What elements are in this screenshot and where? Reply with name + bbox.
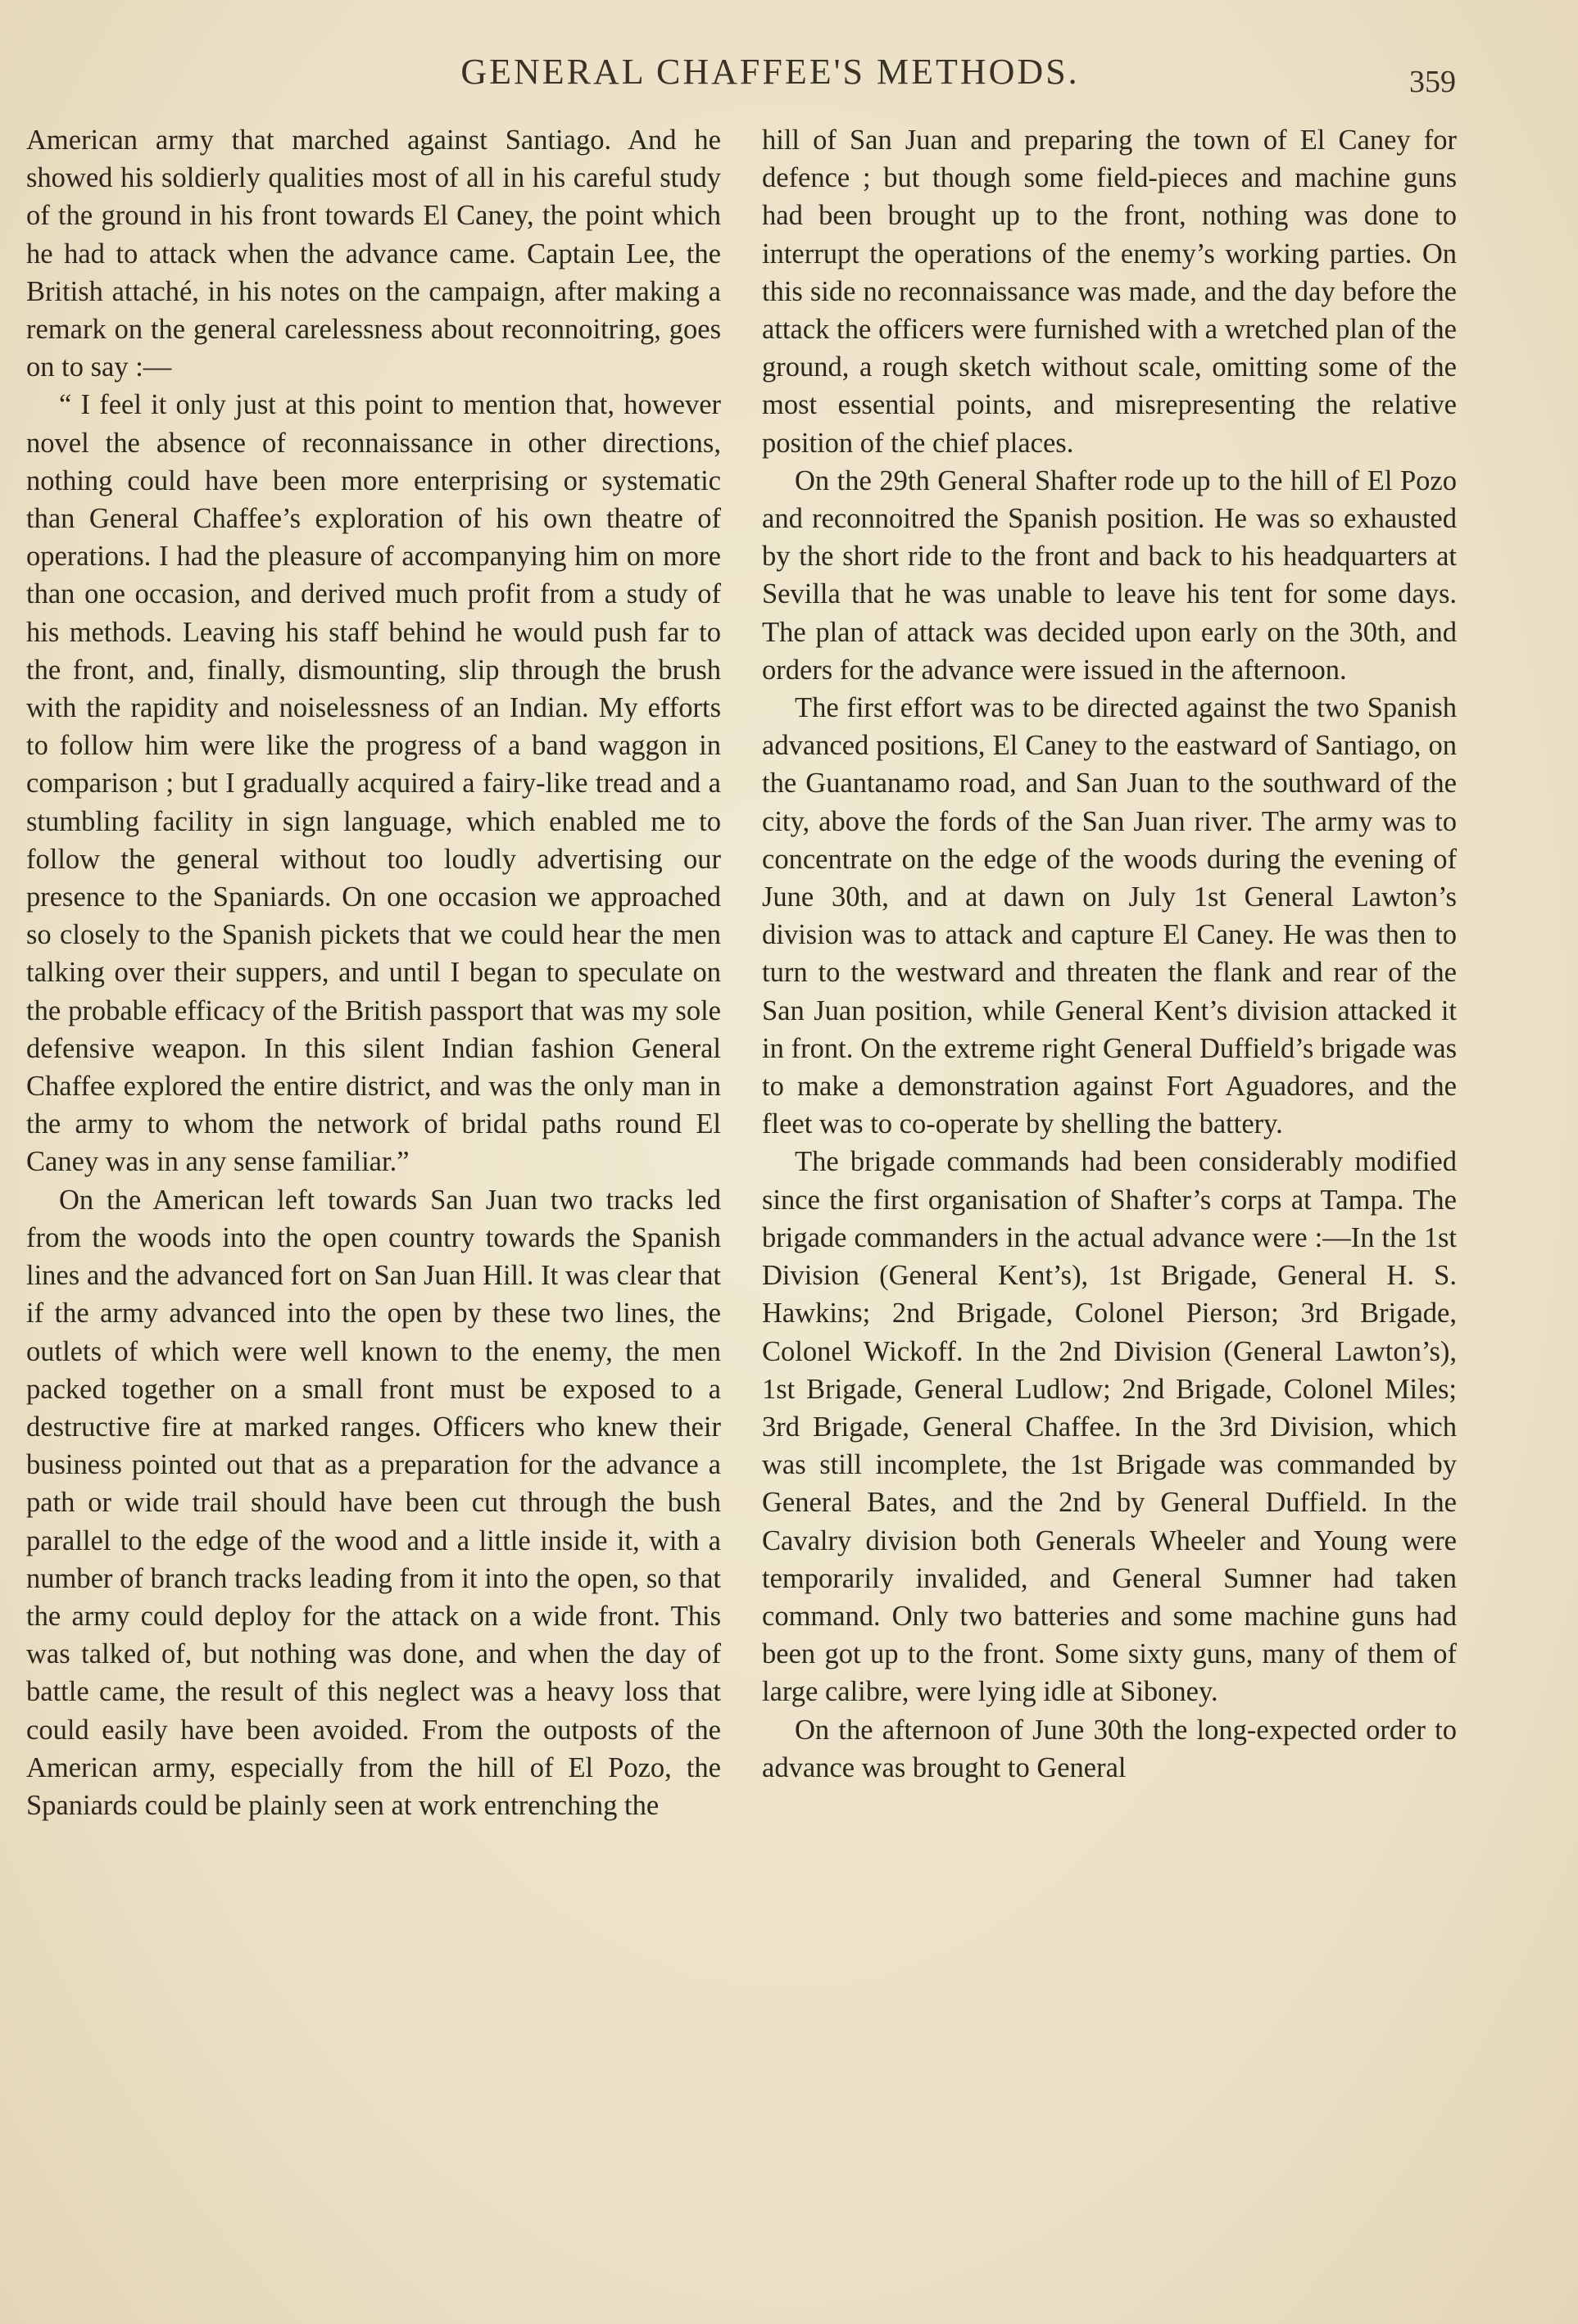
paragraph: On the afternoon of June 30th the long-expected order to advance was brought to General [762, 1714, 1457, 1783]
running-title: GENERAL CHAFFEE'S METHODS. [460, 52, 1080, 92]
paragraph: On the American left towards San Juan two tracks led from the woods into the open country towards the Spanish lines and the advanced fort on San Juan Hill. It was clear that if the army advanced into the open by these two lines, the outlets of which were well known to the enemy, the men packed together on a small front must be exposed to a destructive fire at marked ranges. Officers who knew their business pointed out that as a preparation for the advance a path or wide trail should have been cut through the bush parallel to the edge of the wood and a little inside it, with a number of branch tracks leading from it into the open, so that the army could deploy for the attack on a wide front. This was talked of, but nothing was done, and when the day of battle came, the result of this neglect was a heavy loss that could easily have been avoided. From the outposts of the American army, especially from the hill of El Pozo, the Spaniards could be plainly seen at work entrenching the [26, 1184, 721, 1821]
left-column [26, 121, 721, 1824]
paragraph: The first effort was to be directed against the two Spanish advanced positions, El Caney to the eastward of Santiago, on the Guantanamo road, and San Juan to the southward of the city, above the fords of the San Juan river. The army was to concentrate on the edge of the woods during the evening of June 30th, and at dawn on July 1st General Lawton’s division was to attack and capture El Caney. He was then to turn to the westward and threaten the flank and rear of the San Juan position, while General Kent’s division attacked it in front. On the extreme right General Duffield’s brigade was to make a demonstration against Fort Aguadores, and the fleet was to co-operate by shelling the battery. [762, 692, 1457, 1140]
paragraph: American army that marched against Santiago. And he showed his soldierly qualities most of all in his careful study of the ground in his front towards El Caney, the point which he had to attack when the advance came. Captain Lee, the British attaché, in his notes on the campaign, after making a remark on the general carelessness about reconnoitring, goes on to say :— [26, 125, 721, 383]
page-number: 359 [1409, 65, 1456, 99]
paragraph: The brigade commands had been considerably modified since the first organisation of Shafter’s corps at Tampa. The brigade commanders in the actual advance were :—In the 1st Division (General Kent’s), 1st Brigade, General H. S. Hawkins; 2nd Brigade, Colonel Pierson; 3rd Brigade, Colonel Wickoff. In the 2nd Division (General Lawton’s), 1st Brigade, General Ludlow; 2nd Brigade, Colonel Miles; 3rd Brigade, General Chaffee. In the 3rd Division, which was still incomplete, the 1st Brigade was commanded by General Bates, and the 2nd by General Duffield. In the Cavalry division both Generals Wheeler and Young were temporarily invalided, and General Sumner had taken command. Only two batteries and some machine guns had been got up to the front. Some sixty guns, many of them of large calibre, were lying idle at Siboney. [762, 1146, 1457, 1708]
paragraph: “ I feel it only just at this point to mention that, however novel the absence of reconnaissance in other directions, nothing could have been more enterprising or systematic than General Chaffee’s exploration of his own theatre of operations. I had the pleasure of accompanying him on more than one occasion, and derived much profit from a study of his methods. Leaving his staff behind he would push far to the front, and, finally, dismounting, slip through the brush with the rapidity and noiselessness of an Indian. My efforts to follow him were like the progress of a band waggon in comparison ; but I gradually acquired a fairy-like tread and a stumbling facility in sign language, which enabled me to follow the general without too loudly advertising our presence to the Spaniards. On one occasion we approached so closely to the Spanish pickets that we could hear the men talking over their suppers, and until I began to speculate on the probable efficacy of the British passport that was my sole defensive weapon. In this silent Indian fashion General Chaffee explored the entire district, and was the only man in the army to whom the network of bridal paths round El Caney was in any sense familiar.” [26, 389, 721, 1178]
right-column [762, 121, 1457, 1787]
paragraph: hill of San Juan and preparing the town of El Caney for defence ; but though some field-pieces and machine guns had been brought up to the front, nothing was done to interrupt the operations of the enemy’s working parties. On this side no reconnaissance was made, and the day before the attack the officers were furnished with a wretched plan of the ground, a rough sketch without scale, omitting some of the most essential points, and misrepresenting the relative position of the chief places. [762, 125, 1457, 459]
paragraph: On the 29th General Shafter rode up to the hill of El Pozo and reconnoitred the Spanish position. He was so exhausted by the short ride to the front and back to his headquarters at Sevilla that he was unable to leave his tent for some days. The plan of attack was decided upon early on the 30th, and orders for the advance were issued in the afternoon. [762, 464, 1457, 686]
